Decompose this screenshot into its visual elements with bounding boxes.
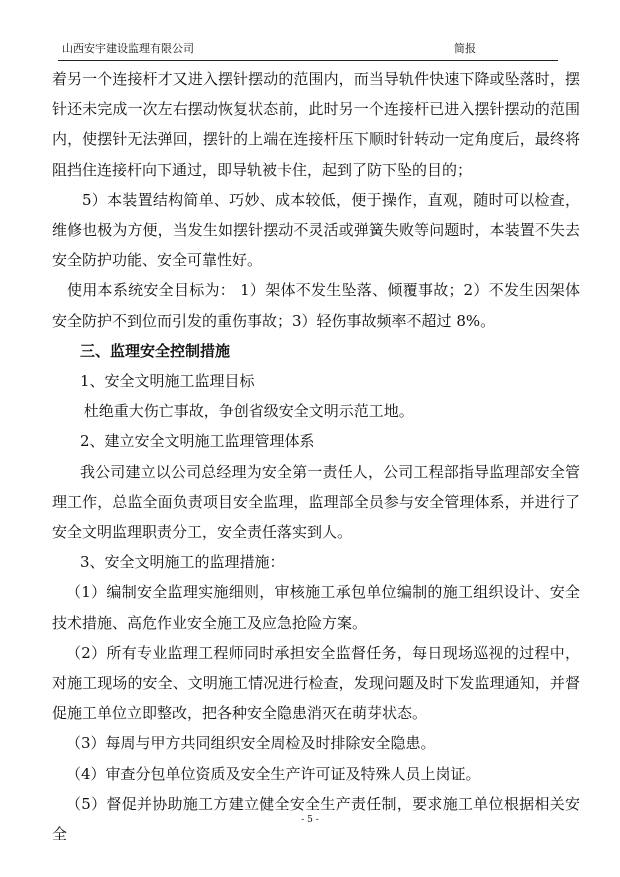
header-company-name: 山西安宇建设监理有限公司 xyxy=(62,42,194,55)
paragraph-management-system: 我公司建立以公司总经理为安全第一责任人，公司工程部指导监理部安全管理工作，总监全面负责项目安全监理，监理部全员参与安全管理体系，并进行了安全文明监理职责分工，安全责任落实到人。 xyxy=(52,462,580,542)
document-body xyxy=(52,64,580,849)
paragraph-safety-goals: 使用本系统安全目标为： 1）架体不发生坠落、倾覆事故；2）不发生因架体安全防护不到位而引发的重伤事故；3）轻伤事故频率不超过 8%。 xyxy=(52,281,580,330)
paragraph-continuation: 着另一个连接杆才又进入摆针摆动的范围内，而当导轨件快速下降或坠落时，摆针还未完成一次左右摆动恢复状态前，此时另一个连接杆已进入摆针摆动的范围内，使摆针无法弹回，摆针的上端在连接杆压下顺时针转动一定角度后，最终将阻挡住连接杆向下通过，即导轨被卡住，起到了防下坠的目的； xyxy=(52,70,580,179)
paragraph-point-5: 5）本装置结构简单、巧妙、成本较低，便于操作，直观，随时可以检查，维修也极为方便，当发生如摆针摆动不灵活或弹簧失败等问题时，本装置不失去安全防护功能、安全可靠性好。 xyxy=(52,190,580,270)
subheading-3: 3、安全文明施工的监理措施： xyxy=(80,553,285,572)
list-item-4: （4）审查分包单位资质及安全生产许可证及特殊人员上岗证。 xyxy=(66,764,481,783)
paragraph-target: 杜绝重大伤亡事故，争创省级安全文明示范工地。 xyxy=(83,402,414,421)
list-item-5: （5）督促并协助施工方建立健全安全生产责任制，要求施工单位根据相关安全 xyxy=(52,794,580,844)
list-item-3: （3）每周与甲方共同组织安全周检及时排除安全隐患。 xyxy=(66,734,436,753)
list-item-2: （2）所有专业监理工程师同时承担安全监督任务，每日现场巡视的过程中，对施工现场的安全、文明施工情况进行检查，发现问题及时下发监理通知，并督促施工单位立即整改，把各种安全隐患消灭在萌芽状态。 xyxy=(52,643,580,723)
list-item-1: （1）编制安全监理实施细则，审核施工承包单位编制的施工组织设计、安全技术措施、高危作业安全施工及应急抢险方案。 xyxy=(52,583,580,632)
header-title: 简报 xyxy=(454,42,476,55)
page-number: - 5 - xyxy=(301,815,319,825)
subheading-2: 2、建立安全文明施工监理管理体系 xyxy=(80,432,315,451)
page-header xyxy=(58,40,558,61)
section-heading-3: 三、监理安全控制措施 xyxy=(80,341,231,360)
subheading-1: 1、安全文明施工监理目标 xyxy=(80,372,255,391)
